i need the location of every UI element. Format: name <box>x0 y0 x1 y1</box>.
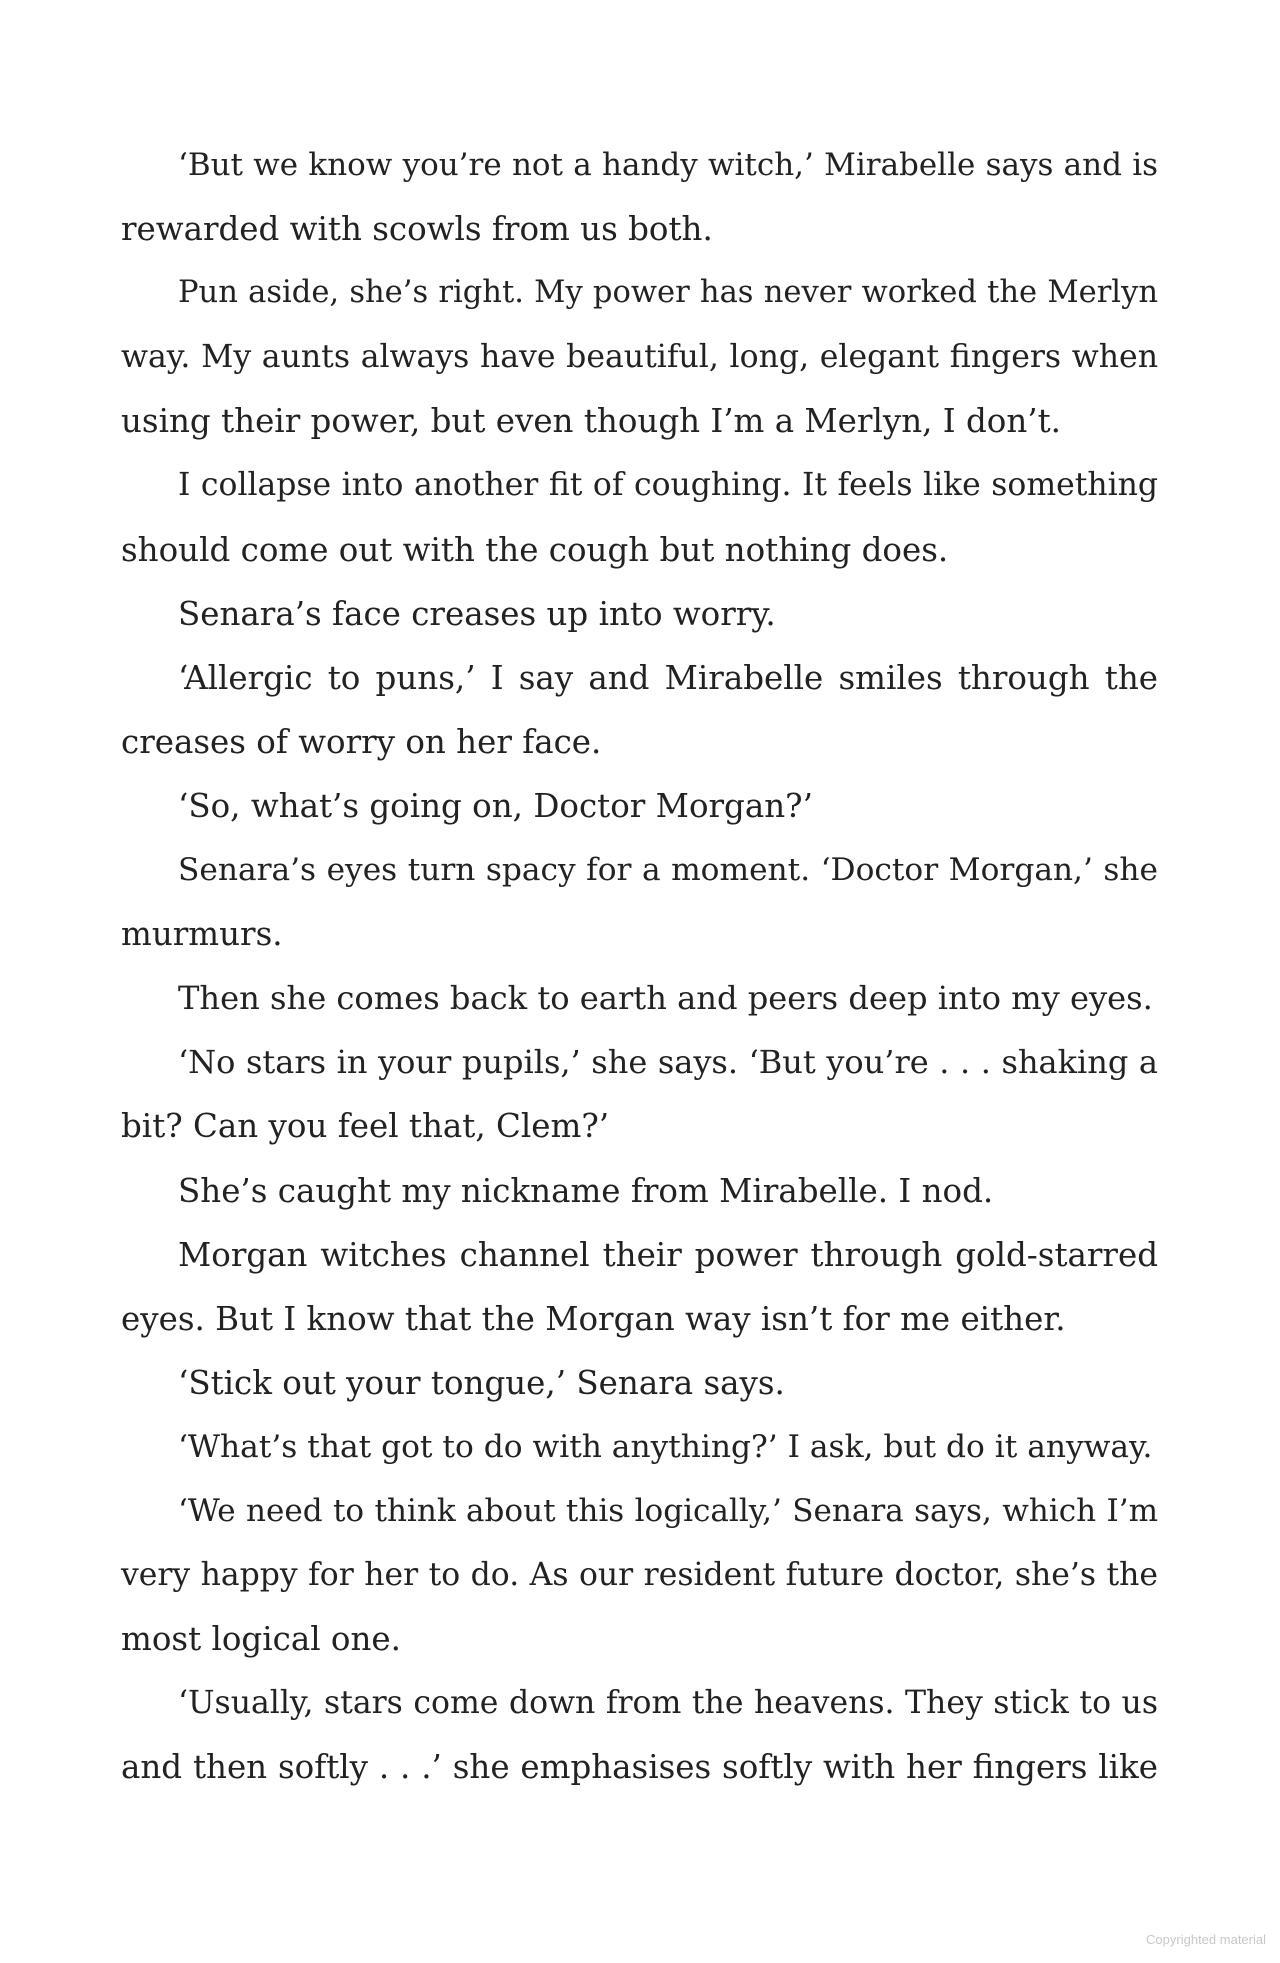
text-line: ‘No stars in your pupils,’ she says. ‘But you’re . . . shaking a <box>178 1043 1158 1082</box>
text-line: Morgan witches channel their power through gold-starred <box>178 1235 1158 1274</box>
text-line: ‘So, what’s going on, Doctor Morgan?’ <box>178 786 813 825</box>
text-line: ‘We need to think about this logically,’ Senara says, which I’m <box>178 1492 1158 1529</box>
text-line: eyes. But I know that the Morgan way isn’t for me either. <box>121 1299 1066 1338</box>
text-line: Pun aside, she’s right. My power has never worked the Merlyn <box>178 275 1158 311</box>
text-line: Senara’s face creases up into worry. <box>178 594 776 633</box>
text-line: using their power, but even though I’m a Merlyn, I don’t. <box>121 402 1061 441</box>
text-line: Senara’s eyes turn spacy for a moment. ‘Doctor Morgan,’ she <box>178 852 1158 889</box>
text-line: ‘What’s that got to do with anything?’ I ask, but do it anyway. <box>178 1428 1153 1465</box>
text-line: murmurs. <box>121 915 283 954</box>
text-line: She’s caught my nickname from Mirabelle. I nod. <box>178 1171 994 1210</box>
body-text <box>121 133 1158 1799</box>
text-line: Then she comes back to earth and peers deep into my eyes. <box>178 979 1153 1018</box>
text-line: and then softly . . .’ she emphasises softly with her fingers like <box>121 1748 1158 1787</box>
text-line: way. My aunts always have beautiful, long, elegant fingers when <box>121 339 1158 376</box>
text-line: ‘But we know you’re not a handy witch,’ Mirabelle says and is <box>178 147 1158 183</box>
text-line: I collapse into another fit of coughing. It feels like something <box>178 467 1158 504</box>
text-line: ‘Usually, stars come down from the heavens. They stick to us <box>178 1685 1158 1722</box>
text-line: ‘Stick out your tongue,’ Senara says. <box>178 1363 785 1402</box>
text-line: ‘Allergic to puns,’ I say and Mirabelle smiles through the <box>178 658 1158 697</box>
text-line: very happy for her to do. As our resident future doctor, she’s the <box>121 1557 1158 1594</box>
copyright-note: Copyrighted material <box>1146 1932 1266 1947</box>
text-line: bit? Can you feel that, Clem?’ <box>121 1107 610 1146</box>
text-line: creases of worry on her face. <box>121 722 602 761</box>
text-line: most logical one. <box>121 1620 401 1659</box>
text-line: rewarded with scowls from us both. <box>121 210 713 249</box>
text-line: should come out with the cough but nothing does. <box>121 530 949 569</box>
